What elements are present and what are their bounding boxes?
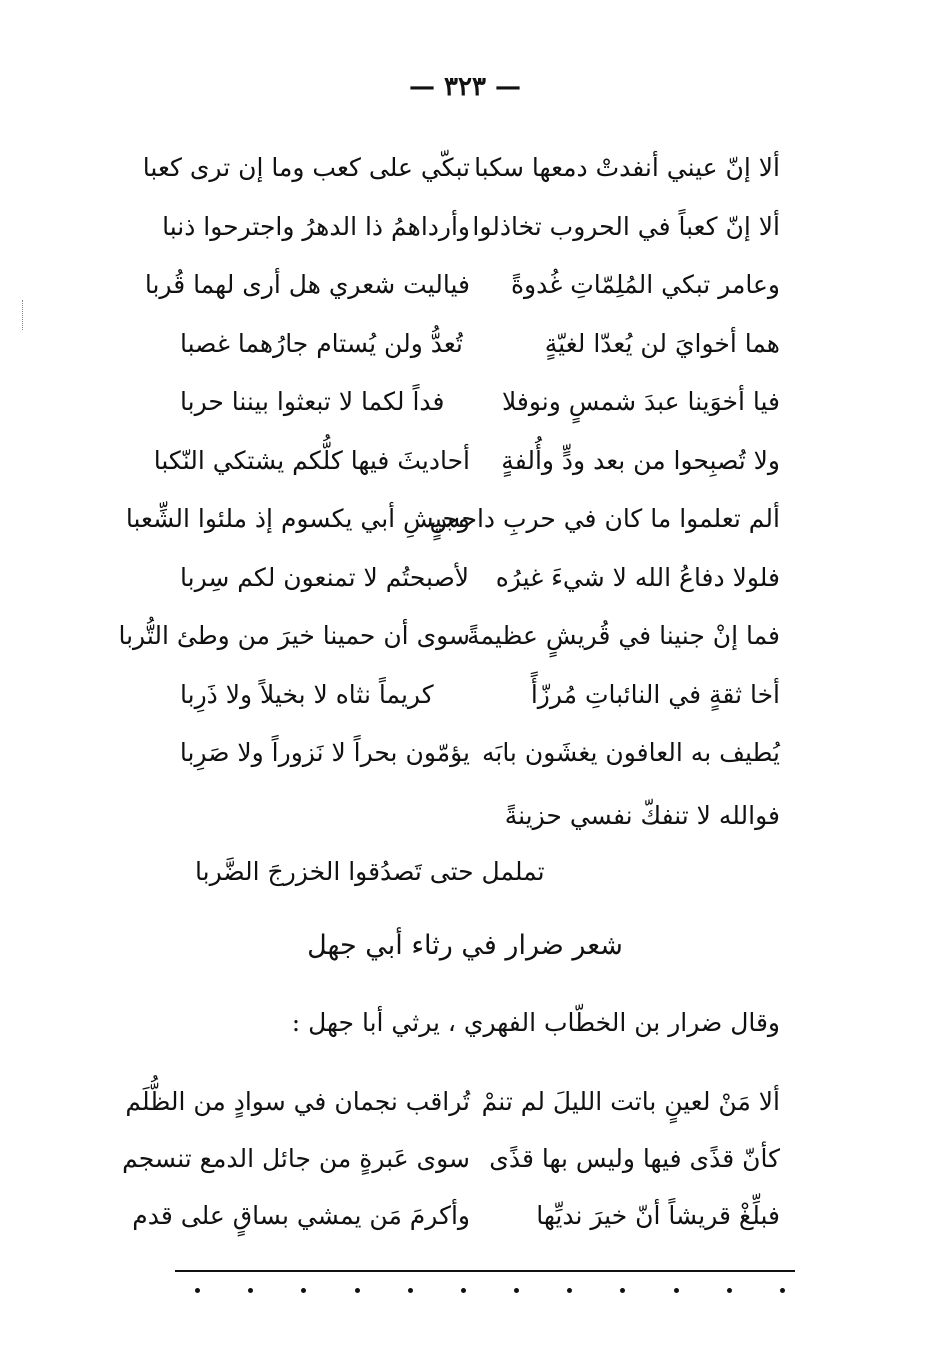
intro-line: وقال ضرار بن الخطّاب الفهري ، يرثي أبا جهل :: [291, 1008, 780, 1037]
first-hemistich: وعامر تبكي المُلِمّاتِ غُدوةً: [510, 270, 780, 299]
footer-dot: [514, 1288, 519, 1293]
second-hemistich: تُراقب نجمان في سوادٍ من الظُّلَم: [125, 1087, 470, 1116]
second-hemistich: وأكرمَ مَن يمشي بساقٍ على قدم: [132, 1201, 470, 1230]
footer-dot: [567, 1288, 572, 1293]
verse-second-hemistich: تململ حتى تَصدُقوا الخزرجَ الضَّربا: [195, 857, 545, 886]
verse-first-hemistich: فوالله لا تنفكّ نفسي حزينةً: [504, 801, 780, 830]
page-number: — ٣٢٣ —: [408, 72, 522, 102]
verse-line: [125, 499, 780, 539]
verse-line: [180, 733, 780, 773]
second-hemistich: سوى عَبرةٍ من جائل الدمع تنسجم: [122, 1144, 470, 1173]
footer-rule: [175, 1270, 795, 1272]
second-hemistich: سوى أن حمينا خيرَ من وطئ التُّربا: [118, 621, 470, 650]
second-hemistich: يؤمّون بحراً لا نَزوراً ولا صَرِبا: [179, 738, 470, 767]
first-hemistich: كأنّ قذًى فيها وليس بها قذًى: [489, 1144, 780, 1173]
verse-line: [180, 382, 780, 422]
footer-dot: [355, 1288, 360, 1293]
first-hemistich: فيا أخوَينا عبدَ شمسٍ ونوفلا: [501, 387, 780, 416]
footer-dots: [195, 1288, 785, 1293]
verse-line: [153, 441, 780, 481]
verse-line: [118, 616, 780, 656]
footer-dot: [620, 1288, 625, 1293]
second-hemistich: فياليت شعري هل أرى لهما قُربا: [144, 270, 470, 299]
second-hemistich: فداً لكما لا تبعثوا بيننا حربا: [180, 387, 445, 416]
first-hemistich: يُطيف به العافون يغشَون بابَه: [481, 738, 780, 767]
section-heading: شعر ضرار في رثاء أبي جهل: [307, 930, 623, 961]
first-hemistich: فما إنْ جنينا في قُريشٍ عظيمةً: [467, 621, 780, 650]
footer-dot: [195, 1288, 200, 1293]
first-hemistich: أخا ثقةٍ في النائباتِ مُرزّأً: [530, 679, 780, 709]
footer-dot: [301, 1288, 306, 1293]
verse-line: [144, 265, 780, 305]
first-hemistich: فبلِّغْ قريشاً أنّ خيرَ نديِّها: [536, 1201, 780, 1230]
verse-line: [162, 207, 780, 247]
verse-line: [132, 1196, 780, 1236]
first-hemistich: ألا إنّ كعباً في الحروب تخاذلوا: [472, 211, 780, 241]
second-hemistich: لأصبحتُم لا تمنعون لكم سِربا: [180, 562, 470, 592]
margin-mark: [22, 300, 33, 330]
second-hemistich: تبكّي على كعب وما إن ترى كعبا: [142, 153, 470, 182]
first-hemistich: ألا مَنْ لعينٍ باتت الليلَ لم تنمْ: [481, 1087, 780, 1116]
first-hemistich: ولا تُصبِحوا من بعد ودٍّ وأُلفةٍ: [501, 445, 780, 475]
footer-dot: [408, 1288, 413, 1293]
verse-line: [180, 324, 780, 364]
footer-dot: [461, 1288, 466, 1293]
verse-line: [122, 1139, 780, 1179]
footer-dot: [674, 1288, 679, 1293]
verse-line: [142, 148, 780, 188]
first-hemistich: فلولا دفاعُ الله لا شيءَ غيرُه: [495, 562, 780, 592]
first-hemistich: ألا إنّ عيني أنفدتْ دمعها سكبا: [474, 153, 780, 182]
verse-line: [180, 558, 780, 598]
first-hemistich: هما أخوايَ لن يُعدّا لغيّةٍ: [544, 328, 780, 358]
second-hemistich: وجيشِ أبي يكسوم إذ ملئوا الشِّعبا: [125, 504, 470, 533]
second-hemistich: أحاديثَ فيها كلُّكم يشتكي النّكبا: [153, 445, 470, 475]
second-hemistich: وأرداهمُ ذا الدهرُ واجترحوا ذنبا: [162, 211, 470, 241]
verse-line: [125, 1082, 780, 1122]
first-hemistich: ألم تعلموا ما كان في حربِ داحسٍ: [429, 504, 780, 533]
verse-line: [180, 675, 780, 715]
footer-dot: [780, 1288, 785, 1293]
second-hemistich: كريماً نثاه لا بخيلاً ولا ذَرِبا: [180, 679, 434, 709]
footer-dot: [248, 1288, 253, 1293]
footer-dot: [727, 1288, 732, 1293]
second-hemistich: تُعدُّ ولن يُستام جارُهما غصبا: [180, 328, 463, 358]
